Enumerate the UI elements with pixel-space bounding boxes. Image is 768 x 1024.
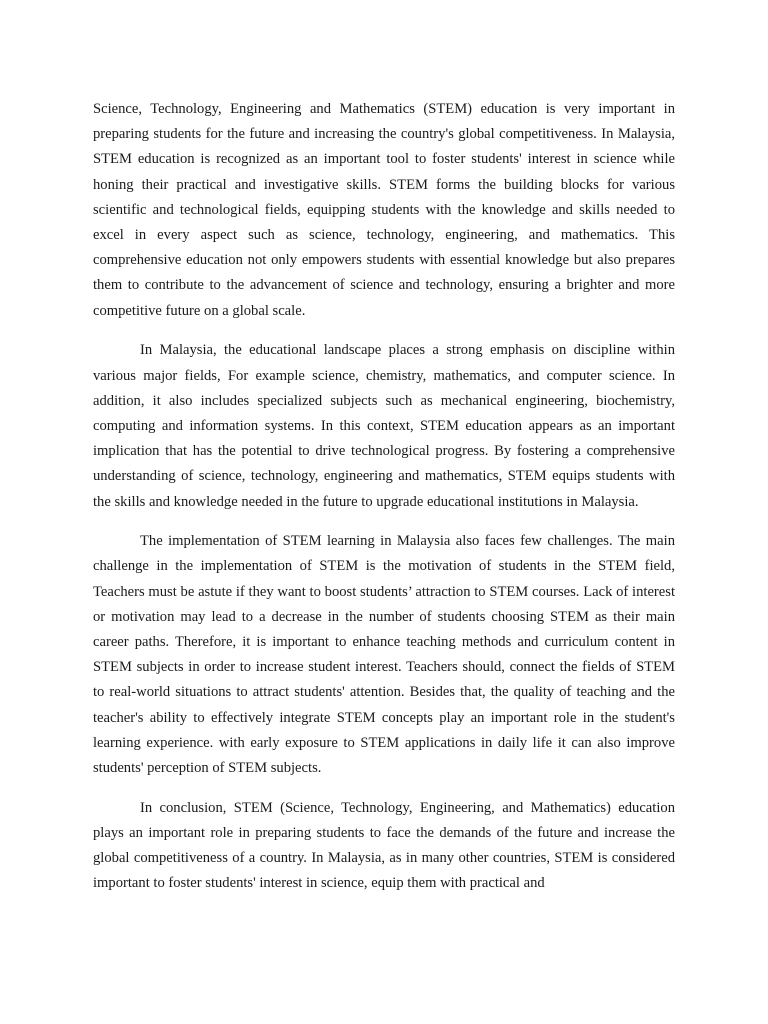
paragraph-introduction: Science, Technology, Engineering and Mathematics (STEM) education is very important in preparing students for the future and increasing the country's global competitiveness. In Malaysia, STEM education is recognized as an important tool to foster students' interest in science while honing their practical and investigative skills. STEM forms the building blocks for various scientific and technological fields, equipping students with the knowledge and skills needed to excel in every aspect such as science, technology, engineering, and mathematics. This comprehensive education not only empowers students with essential knowledge but also prepares them to contribute to the advancement of science and technology, ensuring a brighter and more competitive future on a global scale. bbox=[93, 101, 675, 319]
paragraph-conclusion: In conclusion, STEM (Science, Technology, Engineering, and Mathematics) education plays an important role in preparing students to face the demands of the future and increase the global competitiveness of a country. In Malaysia, as in many other countries, STEM is considered important to foster students' interest in science, equip them with practical and bbox=[93, 799, 675, 892]
paragraph-educational-landscape: In Malaysia, the educational landscape places a strong emphasis on discipline within various major fields, For example science, chemistry, mathematics, and computer science. In addition, it also includes specialized subjects such as mechanical engineering, biochemistry, computing and information systems. In this context, STEM education appears as an important implication that has the potential to drive technological progress. By fostering a comprehensive understanding of science, technology, engineering and mathematics, STEM equips students with the skills and knowledge needed in the future to upgrade educational institutions in Malaysia. bbox=[93, 342, 675, 510]
document-body bbox=[93, 97, 675, 911]
paragraph-challenges: The implementation of STEM learning in Malaysia also faces few challenges. The main challenge in the implementation of STEM is the motivation of students in the STEM field, Teachers must be astute if they want to boost students’ attraction to STEM courses. Lack of interest or motivation may lead to a decrease in the number of students choosing STEM as their main career paths. Therefore, it is important to enhance teaching methods and curriculum content in STEM subjects in order to increase student interest. Teachers should, connect the fields of STEM to real-world situations to attract students' attention. Besides that, the quality of teaching and the teacher's ability to effectively integrate STEM concepts play an important role in the student's learning experience. with early exposure to STEM applications in daily life it can also improve students' perception of STEM subjects. bbox=[93, 533, 675, 777]
